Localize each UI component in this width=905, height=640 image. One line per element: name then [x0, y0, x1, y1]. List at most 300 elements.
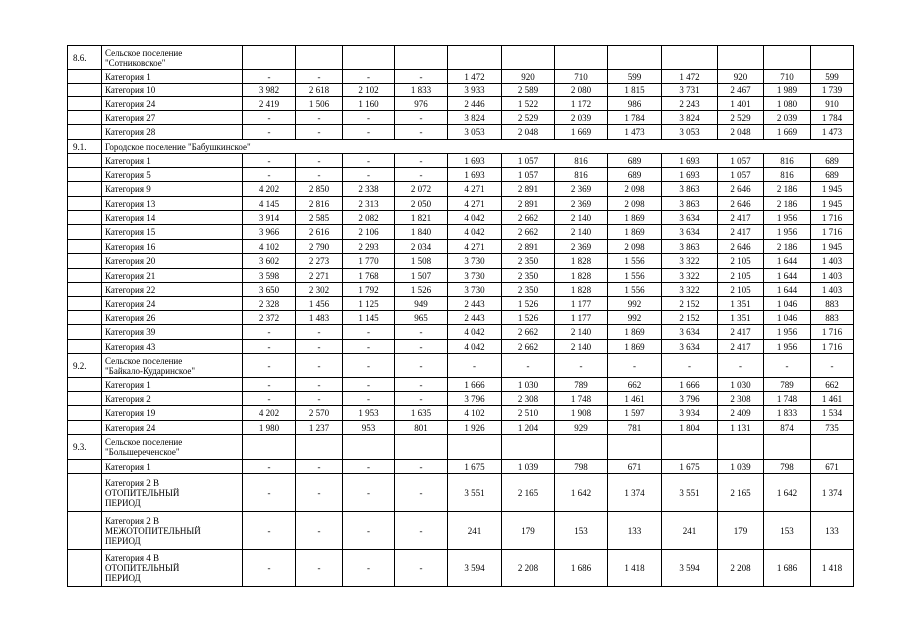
value-cell — [764, 46, 811, 70]
category-label: Категория 15 — [102, 225, 243, 240]
value-cell: 1 644 — [764, 283, 811, 297]
value-cell: 1 716 — [811, 211, 854, 225]
value-cell: 1 693 — [662, 168, 718, 182]
value-cell: - — [296, 125, 343, 140]
value-cell: 2 105 — [718, 269, 764, 283]
value-cell: 920 — [718, 70, 764, 84]
table-row — [68, 211, 854, 225]
value-cell: 1 768 — [343, 269, 395, 283]
table-row — [68, 70, 854, 84]
value-cell: 4 145 — [243, 197, 296, 211]
value-cell: 1 145 — [343, 311, 395, 325]
value-cell: 3 322 — [662, 269, 718, 283]
value-cell: 1 869 — [608, 340, 662, 354]
value-cell: 2 308 — [502, 392, 555, 406]
value-cell: 2 048 — [502, 125, 555, 140]
value-cell: 2 529 — [502, 111, 555, 125]
value-cell: 241 — [662, 512, 718, 550]
value-cell: - — [608, 354, 662, 378]
value-cell — [243, 435, 296, 460]
value-cell: 2 891 — [502, 182, 555, 197]
value-cell: 2 293 — [343, 240, 395, 254]
section-row — [68, 354, 854, 378]
number-cell — [68, 325, 102, 340]
value-cell: 2 850 — [296, 182, 343, 197]
value-cell: 3 650 — [243, 283, 296, 297]
value-cell: - — [343, 392, 395, 406]
value-cell: 3 322 — [662, 283, 718, 297]
value-cell: 1 556 — [608, 254, 662, 269]
value-cell: 2 186 — [764, 240, 811, 254]
value-cell: 2 273 — [296, 254, 343, 269]
number-cell — [68, 197, 102, 211]
value-cell: 3 634 — [662, 340, 718, 354]
value-cell: 2 039 — [764, 111, 811, 125]
number-cell — [68, 421, 102, 435]
value-cell: 2 034 — [395, 240, 448, 254]
value-cell: - — [243, 550, 296, 587]
section-number: 9.1. — [68, 140, 102, 154]
category-label: Категория 9 — [102, 182, 243, 197]
number-cell — [68, 97, 102, 111]
value-cell: 1 472 — [662, 70, 718, 84]
value-cell: - — [243, 512, 296, 550]
value-cell: - — [243, 392, 296, 406]
value-cell: 2 589 — [502, 84, 555, 97]
value-cell: - — [343, 111, 395, 125]
value-cell: - — [343, 378, 395, 392]
value-cell: 2 048 — [718, 125, 764, 140]
value-cell: 789 — [764, 378, 811, 392]
value-cell: 2 570 — [296, 406, 343, 421]
value-cell: 241 — [448, 512, 502, 550]
value-cell — [243, 46, 296, 70]
table-row — [68, 269, 854, 283]
value-cell: 2 102 — [343, 84, 395, 97]
value-cell — [662, 46, 718, 70]
value-cell: - — [243, 125, 296, 140]
value-cell: - — [296, 154, 343, 168]
value-cell: - — [296, 111, 343, 125]
value-cell: 2 790 — [296, 240, 343, 254]
value-cell: 4 202 — [243, 182, 296, 197]
value-cell: 1 956 — [764, 211, 811, 225]
value-cell: 1 956 — [764, 325, 811, 340]
value-cell: - — [343, 70, 395, 84]
value-cell: 1 792 — [343, 283, 395, 297]
value-cell: 2 529 — [718, 111, 764, 125]
category-label: Категория 24 — [102, 421, 243, 435]
category-label: Категория 4 В ОТОПИТЕЛЬНЫЙ ПЕРИОД — [102, 550, 243, 587]
value-cell: 3 796 — [448, 392, 502, 406]
value-cell: 1 828 — [555, 254, 608, 269]
value-cell: 2 098 — [608, 240, 662, 254]
number-cell — [68, 182, 102, 197]
value-cell: 2 417 — [718, 225, 764, 240]
value-cell: 1 945 — [811, 197, 854, 211]
value-cell: 1 461 — [608, 392, 662, 406]
table-row — [68, 297, 854, 311]
value-cell: 689 — [608, 154, 662, 168]
value-cell — [555, 435, 608, 460]
value-cell: 662 — [608, 378, 662, 392]
value-cell: 2 646 — [718, 182, 764, 197]
value-cell: - — [243, 354, 296, 378]
value-cell: - — [296, 460, 343, 474]
tariff-table — [67, 45, 854, 587]
value-cell: - — [395, 460, 448, 474]
category-label: Категория 24 — [102, 297, 243, 311]
section-title: Городское поселение "Бабушкинское" — [102, 140, 854, 154]
value-cell: 4 042 — [448, 325, 502, 340]
value-cell: 883 — [811, 297, 854, 311]
value-cell: - — [243, 325, 296, 340]
value-cell: 883 — [811, 311, 854, 325]
value-cell: 920 — [502, 70, 555, 84]
category-label: Категория 10 — [102, 84, 243, 97]
category-label: Категория 26 — [102, 311, 243, 325]
value-cell: 2 350 — [502, 269, 555, 283]
value-cell: 1 526 — [502, 311, 555, 325]
value-cell: 1 716 — [811, 340, 854, 354]
value-cell: 689 — [811, 168, 854, 182]
value-cell: - — [243, 474, 296, 512]
value-cell: 4 102 — [448, 406, 502, 421]
value-cell: 1 057 — [502, 168, 555, 182]
value-cell: 1 945 — [811, 182, 854, 197]
value-cell: 133 — [811, 512, 854, 550]
category-label: Категория 1 — [102, 70, 243, 84]
value-cell — [764, 435, 811, 460]
value-cell: 3 551 — [662, 474, 718, 512]
value-cell — [343, 435, 395, 460]
value-cell: 735 — [811, 421, 854, 435]
value-cell: 689 — [811, 154, 854, 168]
value-cell: 1 675 — [448, 460, 502, 474]
value-cell: 1 046 — [764, 297, 811, 311]
value-cell: 1 642 — [764, 474, 811, 512]
value-cell: 2 140 — [555, 340, 608, 354]
value-cell: 599 — [811, 70, 854, 84]
value-cell: 2 616 — [296, 225, 343, 240]
value-cell: 2 106 — [343, 225, 395, 240]
value-cell: 816 — [764, 154, 811, 168]
value-cell: 1 403 — [811, 269, 854, 283]
value-cell: 4 271 — [448, 182, 502, 197]
value-cell: 2 082 — [343, 211, 395, 225]
value-cell: 1 351 — [718, 297, 764, 311]
value-cell: 1 046 — [764, 311, 811, 325]
table-row — [68, 97, 854, 111]
value-cell: 2 186 — [764, 197, 811, 211]
value-cell: 2 302 — [296, 283, 343, 297]
category-label: Категория 2 — [102, 392, 243, 406]
value-cell: 4 042 — [448, 340, 502, 354]
value-cell: 2 050 — [395, 197, 448, 211]
section-number: 9.2. — [68, 354, 102, 378]
category-label: Категория 1 — [102, 154, 243, 168]
value-cell — [296, 435, 343, 460]
table-row — [68, 311, 854, 325]
value-cell: 1 483 — [296, 311, 343, 325]
value-cell: - — [296, 512, 343, 550]
value-cell: 1 748 — [555, 392, 608, 406]
number-cell — [68, 474, 102, 512]
value-cell: - — [718, 354, 764, 378]
value-cell: - — [296, 354, 343, 378]
value-cell: 2 338 — [343, 182, 395, 197]
section-row — [68, 140, 854, 154]
value-cell: 1 945 — [811, 240, 854, 254]
value-cell: 1 956 — [764, 340, 811, 354]
value-cell: - — [343, 325, 395, 340]
value-cell: 3 982 — [243, 84, 296, 97]
value-cell: 2 152 — [662, 311, 718, 325]
value-cell: 4 102 — [243, 240, 296, 254]
category-label: Категория 27 — [102, 111, 243, 125]
value-cell — [811, 435, 854, 460]
value-cell: 2 186 — [764, 182, 811, 197]
value-cell — [395, 46, 448, 70]
value-cell: 1 784 — [811, 111, 854, 125]
value-cell: 1 597 — [608, 406, 662, 421]
value-cell: 1 522 — [502, 97, 555, 111]
table-row — [68, 125, 854, 140]
value-cell: 1 833 — [395, 84, 448, 97]
value-cell: 2 510 — [502, 406, 555, 421]
value-cell: 1 869 — [608, 225, 662, 240]
value-cell: 2 443 — [448, 297, 502, 311]
number-cell — [68, 111, 102, 125]
value-cell: 1 980 — [243, 421, 296, 435]
number-cell — [68, 378, 102, 392]
value-cell: 2 105 — [718, 283, 764, 297]
value-cell: - — [243, 378, 296, 392]
table-row — [68, 421, 854, 435]
value-cell: 1 237 — [296, 421, 343, 435]
value-cell: 2 308 — [718, 392, 764, 406]
value-cell — [662, 435, 718, 460]
value-cell: 1 125 — [343, 297, 395, 311]
value-cell: 3 634 — [662, 211, 718, 225]
value-cell: 1 403 — [811, 283, 854, 297]
value-cell: 2 140 — [555, 225, 608, 240]
value-cell: 1 374 — [608, 474, 662, 512]
section-title: Сельское поселение "Сотниковское" — [102, 46, 243, 70]
value-cell: - — [395, 512, 448, 550]
value-cell: 2 313 — [343, 197, 395, 211]
value-cell — [448, 46, 502, 70]
value-cell: 1 039 — [718, 460, 764, 474]
value-cell: 2 243 — [662, 97, 718, 111]
number-cell — [68, 283, 102, 297]
value-cell: 599 — [608, 70, 662, 84]
value-cell: 992 — [608, 311, 662, 325]
value-cell: - — [395, 340, 448, 354]
table-row — [68, 378, 854, 392]
value-cell: - — [502, 354, 555, 378]
section-title: Сельское поселение "Байкало-Кударинское" — [102, 354, 243, 378]
value-cell — [718, 46, 764, 70]
number-cell — [68, 168, 102, 182]
value-cell: 2 646 — [718, 240, 764, 254]
value-cell: 3 602 — [243, 254, 296, 269]
value-cell: 2 419 — [243, 97, 296, 111]
value-cell: 3 551 — [448, 474, 502, 512]
value-cell: 1 456 — [296, 297, 343, 311]
value-cell: 1 784 — [608, 111, 662, 125]
value-cell: - — [395, 325, 448, 340]
value-cell: 3 731 — [662, 84, 718, 97]
value-cell: 662 — [811, 378, 854, 392]
value-cell: - — [243, 340, 296, 354]
value-cell: 3 730 — [448, 269, 502, 283]
value-cell: - — [296, 392, 343, 406]
value-cell: 1 057 — [718, 154, 764, 168]
value-cell: 1 804 — [662, 421, 718, 435]
value-cell: 1 418 — [811, 550, 854, 587]
value-cell: 1 821 — [395, 211, 448, 225]
value-cell: - — [395, 111, 448, 125]
category-label: Категория 14 — [102, 211, 243, 225]
value-cell: 1 926 — [448, 421, 502, 435]
value-cell: 2 271 — [296, 269, 343, 283]
value-cell: 2 816 — [296, 197, 343, 211]
number-cell — [68, 125, 102, 140]
value-cell: - — [343, 460, 395, 474]
value-cell: 2 098 — [608, 182, 662, 197]
category-label: Категория 20 — [102, 254, 243, 269]
value-cell: - — [296, 474, 343, 512]
value-cell: 2 080 — [555, 84, 608, 97]
value-cell: 801 — [395, 421, 448, 435]
value-cell: - — [296, 168, 343, 182]
section-row — [68, 435, 854, 460]
value-cell: - — [243, 154, 296, 168]
table-row — [68, 225, 854, 240]
value-cell: - — [343, 512, 395, 550]
value-cell: 1 686 — [555, 550, 608, 587]
value-cell: 798 — [764, 460, 811, 474]
value-cell: - — [343, 125, 395, 140]
value-cell: 1 693 — [448, 168, 502, 182]
category-label: Категория 43 — [102, 340, 243, 354]
value-cell: 1 172 — [555, 97, 608, 111]
value-cell: - — [243, 168, 296, 182]
value-cell: 1 833 — [764, 406, 811, 421]
value-cell — [296, 46, 343, 70]
value-cell: 2 446 — [448, 97, 502, 111]
value-cell: 3 966 — [243, 225, 296, 240]
table-row — [68, 197, 854, 211]
table-row — [68, 340, 854, 354]
value-cell: 2 417 — [718, 340, 764, 354]
value-cell: 1 204 — [502, 421, 555, 435]
value-cell: 1 669 — [555, 125, 608, 140]
value-cell: 3 934 — [662, 406, 718, 421]
value-cell: 2 891 — [502, 240, 555, 254]
value-cell: 1 828 — [555, 269, 608, 283]
value-cell: 2 350 — [502, 254, 555, 269]
value-cell: - — [296, 378, 343, 392]
value-cell: 1 748 — [764, 392, 811, 406]
value-cell: 1 815 — [608, 84, 662, 97]
value-cell: 133 — [608, 512, 662, 550]
value-cell: - — [343, 340, 395, 354]
value-cell: 671 — [811, 460, 854, 474]
value-cell: 1 642 — [555, 474, 608, 512]
category-label: Категория 39 — [102, 325, 243, 340]
value-cell: - — [811, 354, 854, 378]
number-cell — [68, 406, 102, 421]
value-cell: 1 351 — [718, 311, 764, 325]
value-cell: 3 863 — [662, 197, 718, 211]
value-cell: 2 098 — [608, 197, 662, 211]
value-cell: - — [395, 550, 448, 587]
value-cell: 2 369 — [555, 182, 608, 197]
value-cell: - — [395, 70, 448, 84]
value-cell: - — [662, 354, 718, 378]
value-cell: 1 869 — [608, 211, 662, 225]
value-cell: 2 369 — [555, 240, 608, 254]
value-cell: 2 585 — [296, 211, 343, 225]
value-cell: 953 — [343, 421, 395, 435]
value-cell: - — [343, 154, 395, 168]
table-row — [68, 168, 854, 182]
value-cell: 1 644 — [764, 269, 811, 283]
category-label: Категория 2 В ОТОПИТЕЛЬНЫЙ ПЕРИОД — [102, 474, 243, 512]
value-cell: 2 140 — [555, 211, 608, 225]
value-cell: - — [395, 154, 448, 168]
value-cell: 710 — [764, 70, 811, 84]
category-label: Категория 22 — [102, 283, 243, 297]
value-cell: 1 644 — [764, 254, 811, 269]
value-cell: 1 473 — [608, 125, 662, 140]
value-cell: - — [296, 340, 343, 354]
value-cell: 2 165 — [718, 474, 764, 512]
value-cell: 1 506 — [296, 97, 343, 111]
value-cell: 1 039 — [502, 460, 555, 474]
table-row — [68, 84, 854, 97]
value-cell: 3 933 — [448, 84, 502, 97]
value-cell: 1 953 — [343, 406, 395, 421]
value-cell: 1 716 — [811, 325, 854, 340]
value-cell: 1 030 — [718, 378, 764, 392]
number-cell — [68, 70, 102, 84]
value-cell: 3 322 — [662, 254, 718, 269]
value-cell: 3 594 — [662, 550, 718, 587]
section-title: Сельское поселение "Большереченское" — [102, 435, 243, 460]
value-cell: 3 730 — [448, 254, 502, 269]
value-cell: 3 053 — [662, 125, 718, 140]
value-cell: 4 271 — [448, 197, 502, 211]
value-cell: 2 165 — [502, 474, 555, 512]
category-label: Категория 13 — [102, 197, 243, 211]
value-cell: 1 869 — [608, 325, 662, 340]
value-cell — [608, 435, 662, 460]
value-cell: 1 956 — [764, 225, 811, 240]
value-cell: 2 369 — [555, 197, 608, 211]
value-cell: 976 — [395, 97, 448, 111]
table-row — [68, 550, 854, 587]
value-cell: 1 507 — [395, 269, 448, 283]
value-cell: - — [395, 168, 448, 182]
value-cell: 1 472 — [448, 70, 502, 84]
value-cell: 4 202 — [243, 406, 296, 421]
value-cell: 2 646 — [718, 197, 764, 211]
value-cell: 965 — [395, 311, 448, 325]
value-cell: - — [343, 354, 395, 378]
